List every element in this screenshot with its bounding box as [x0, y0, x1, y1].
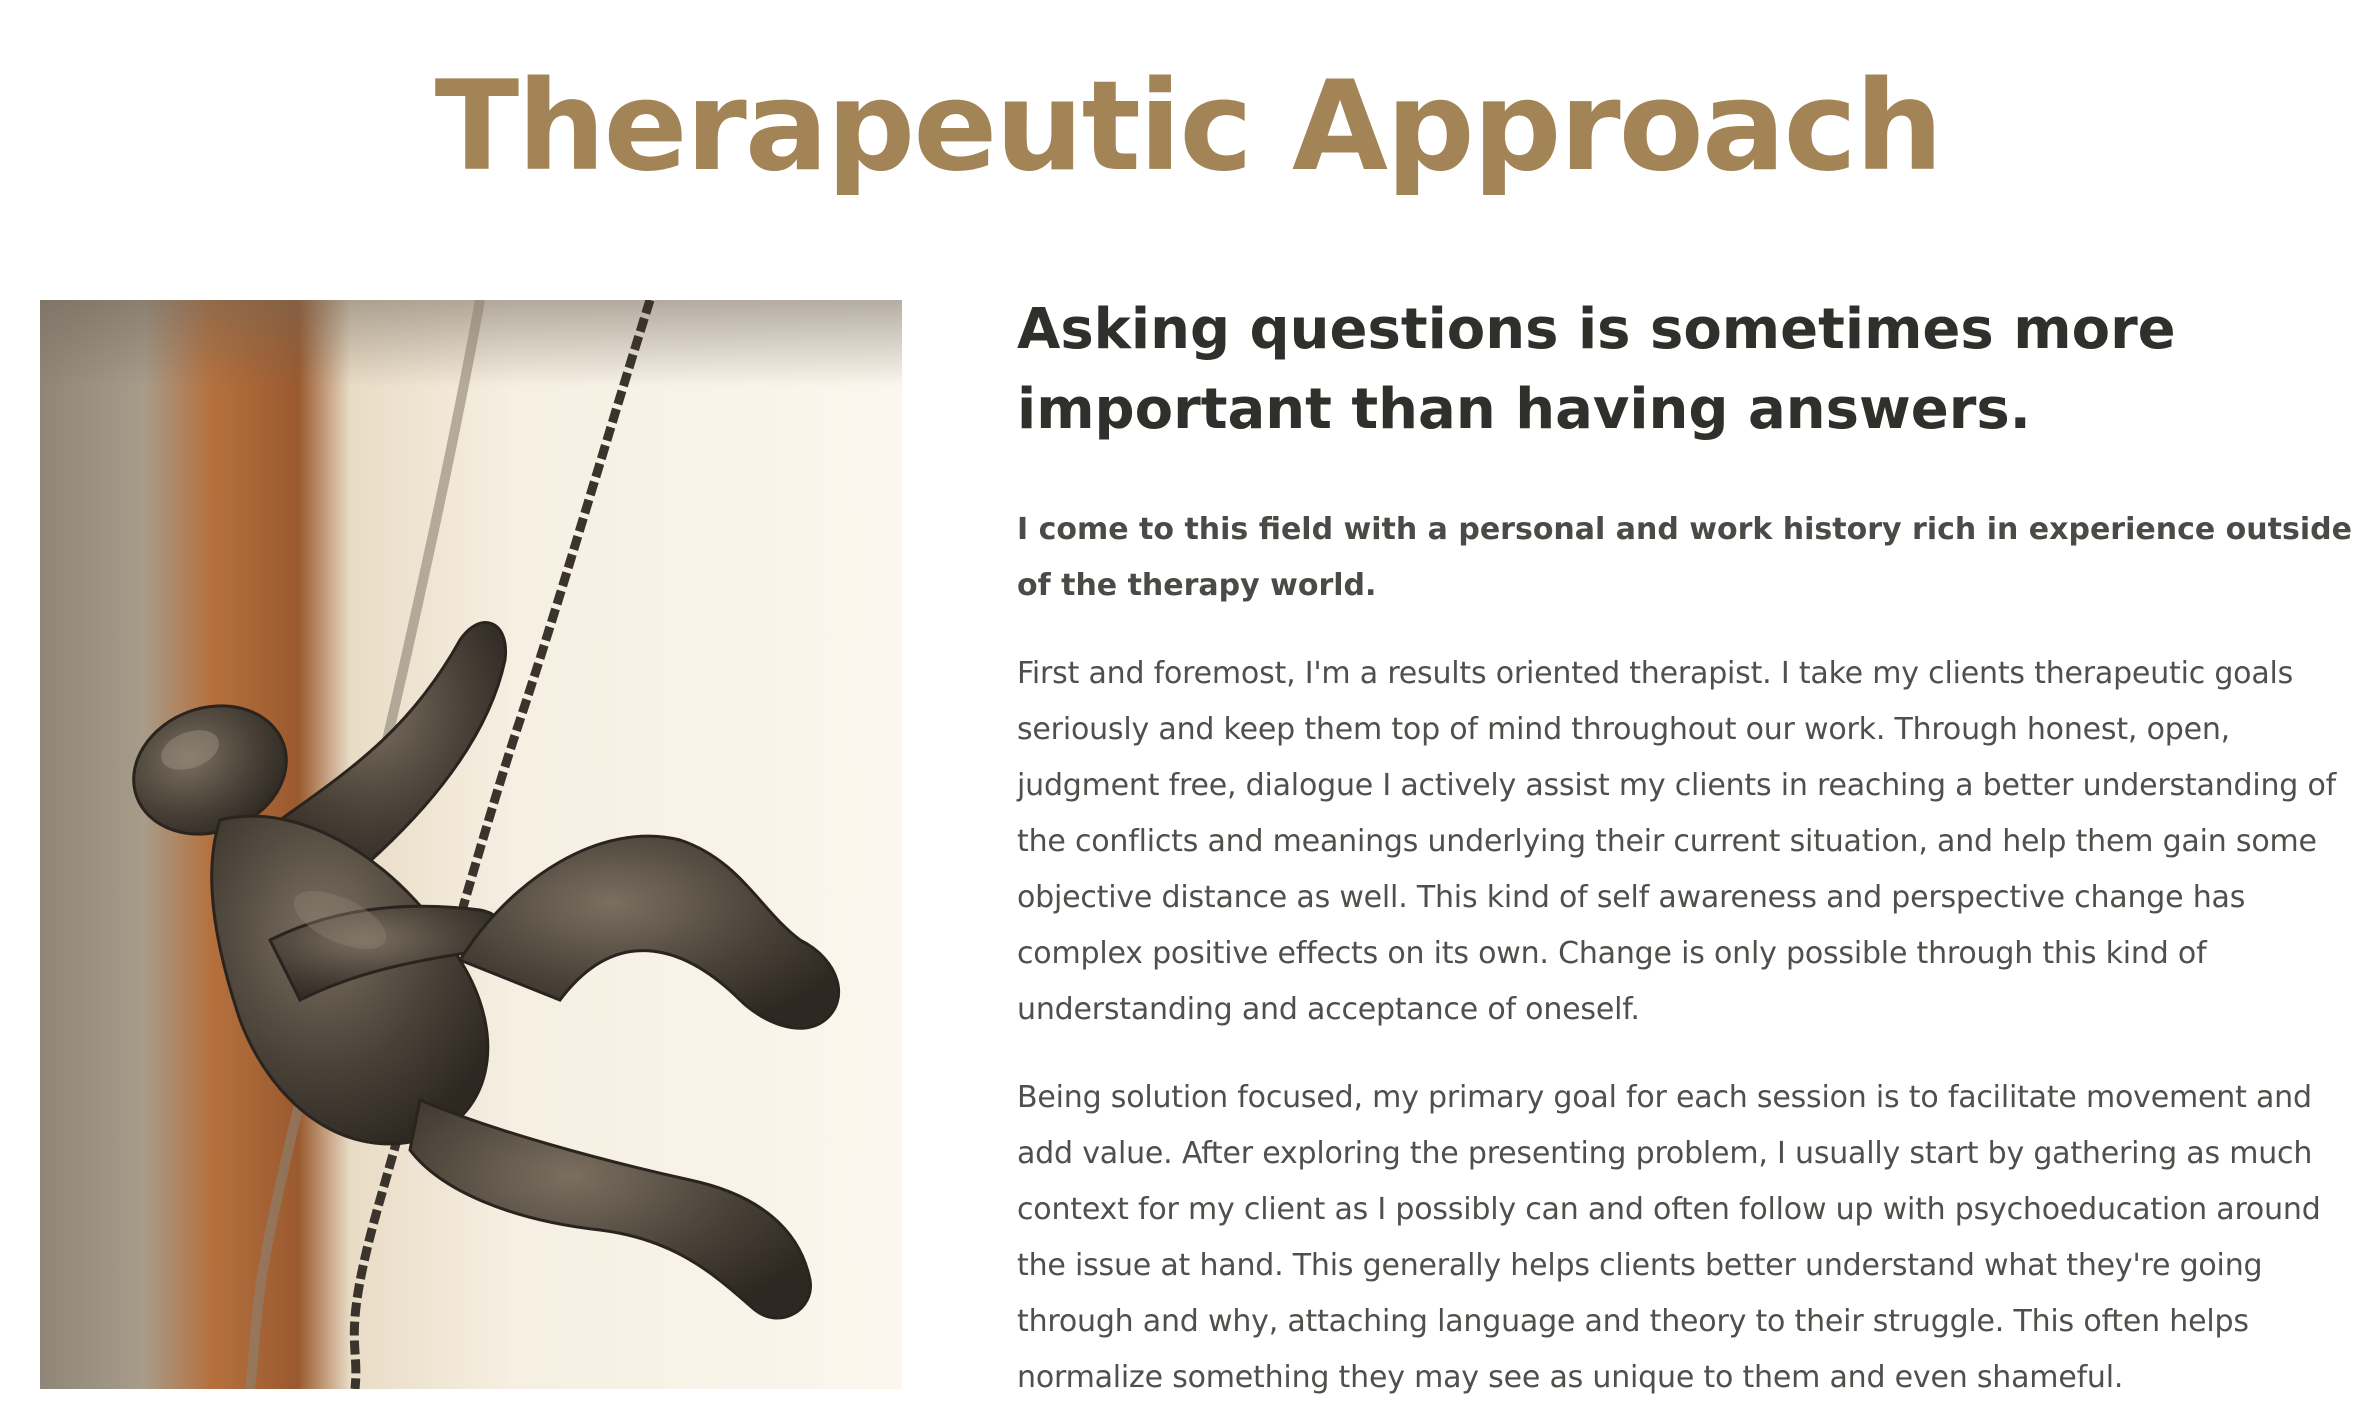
climbing-figure-illustration — [40, 300, 902, 1389]
approach-content — [1017, 290, 2357, 1406]
page-title: Therapeutic Approach — [434, 55, 1942, 199]
body-paragraph: Being solution focused, my primary goal for each session is to facilitate movement and add value. After exploring the presenting problem, I usually start by gathering as much context for my client as I possibly can and often follow up with psychoeducation around the issue at hand. This generally helps clients better understand what they're going through and why, attaching language and theory to their struggle. This often helps normalize something they may see as unique to them and even shameful. — [1017, 1080, 2321, 1395]
section-subheading: Asking questions is sometimes more important than having answers. — [1017, 297, 2176, 442]
body-paragraph: First and foremost, I'm a results oriented therapist. I take my clients therapeutic goals seriously and keep them top of mind throughout our work. Through honest, open, judgment free, dialogue I actively assist my clients in reaching a better understanding of the conflicts and meanings underlying their current situation, and help them gain some objective distance as well. This kind of self awareness and perspective change has complex positive effects on its own. Change is only possible through this kind of understanding and acceptance of oneself. — [1017, 656, 2336, 1027]
intro-paragraph: I come to this field with a personal and work history rich in experience outside of the therapy world. — [1017, 512, 2352, 603]
climbing-figure-image — [40, 300, 902, 1389]
